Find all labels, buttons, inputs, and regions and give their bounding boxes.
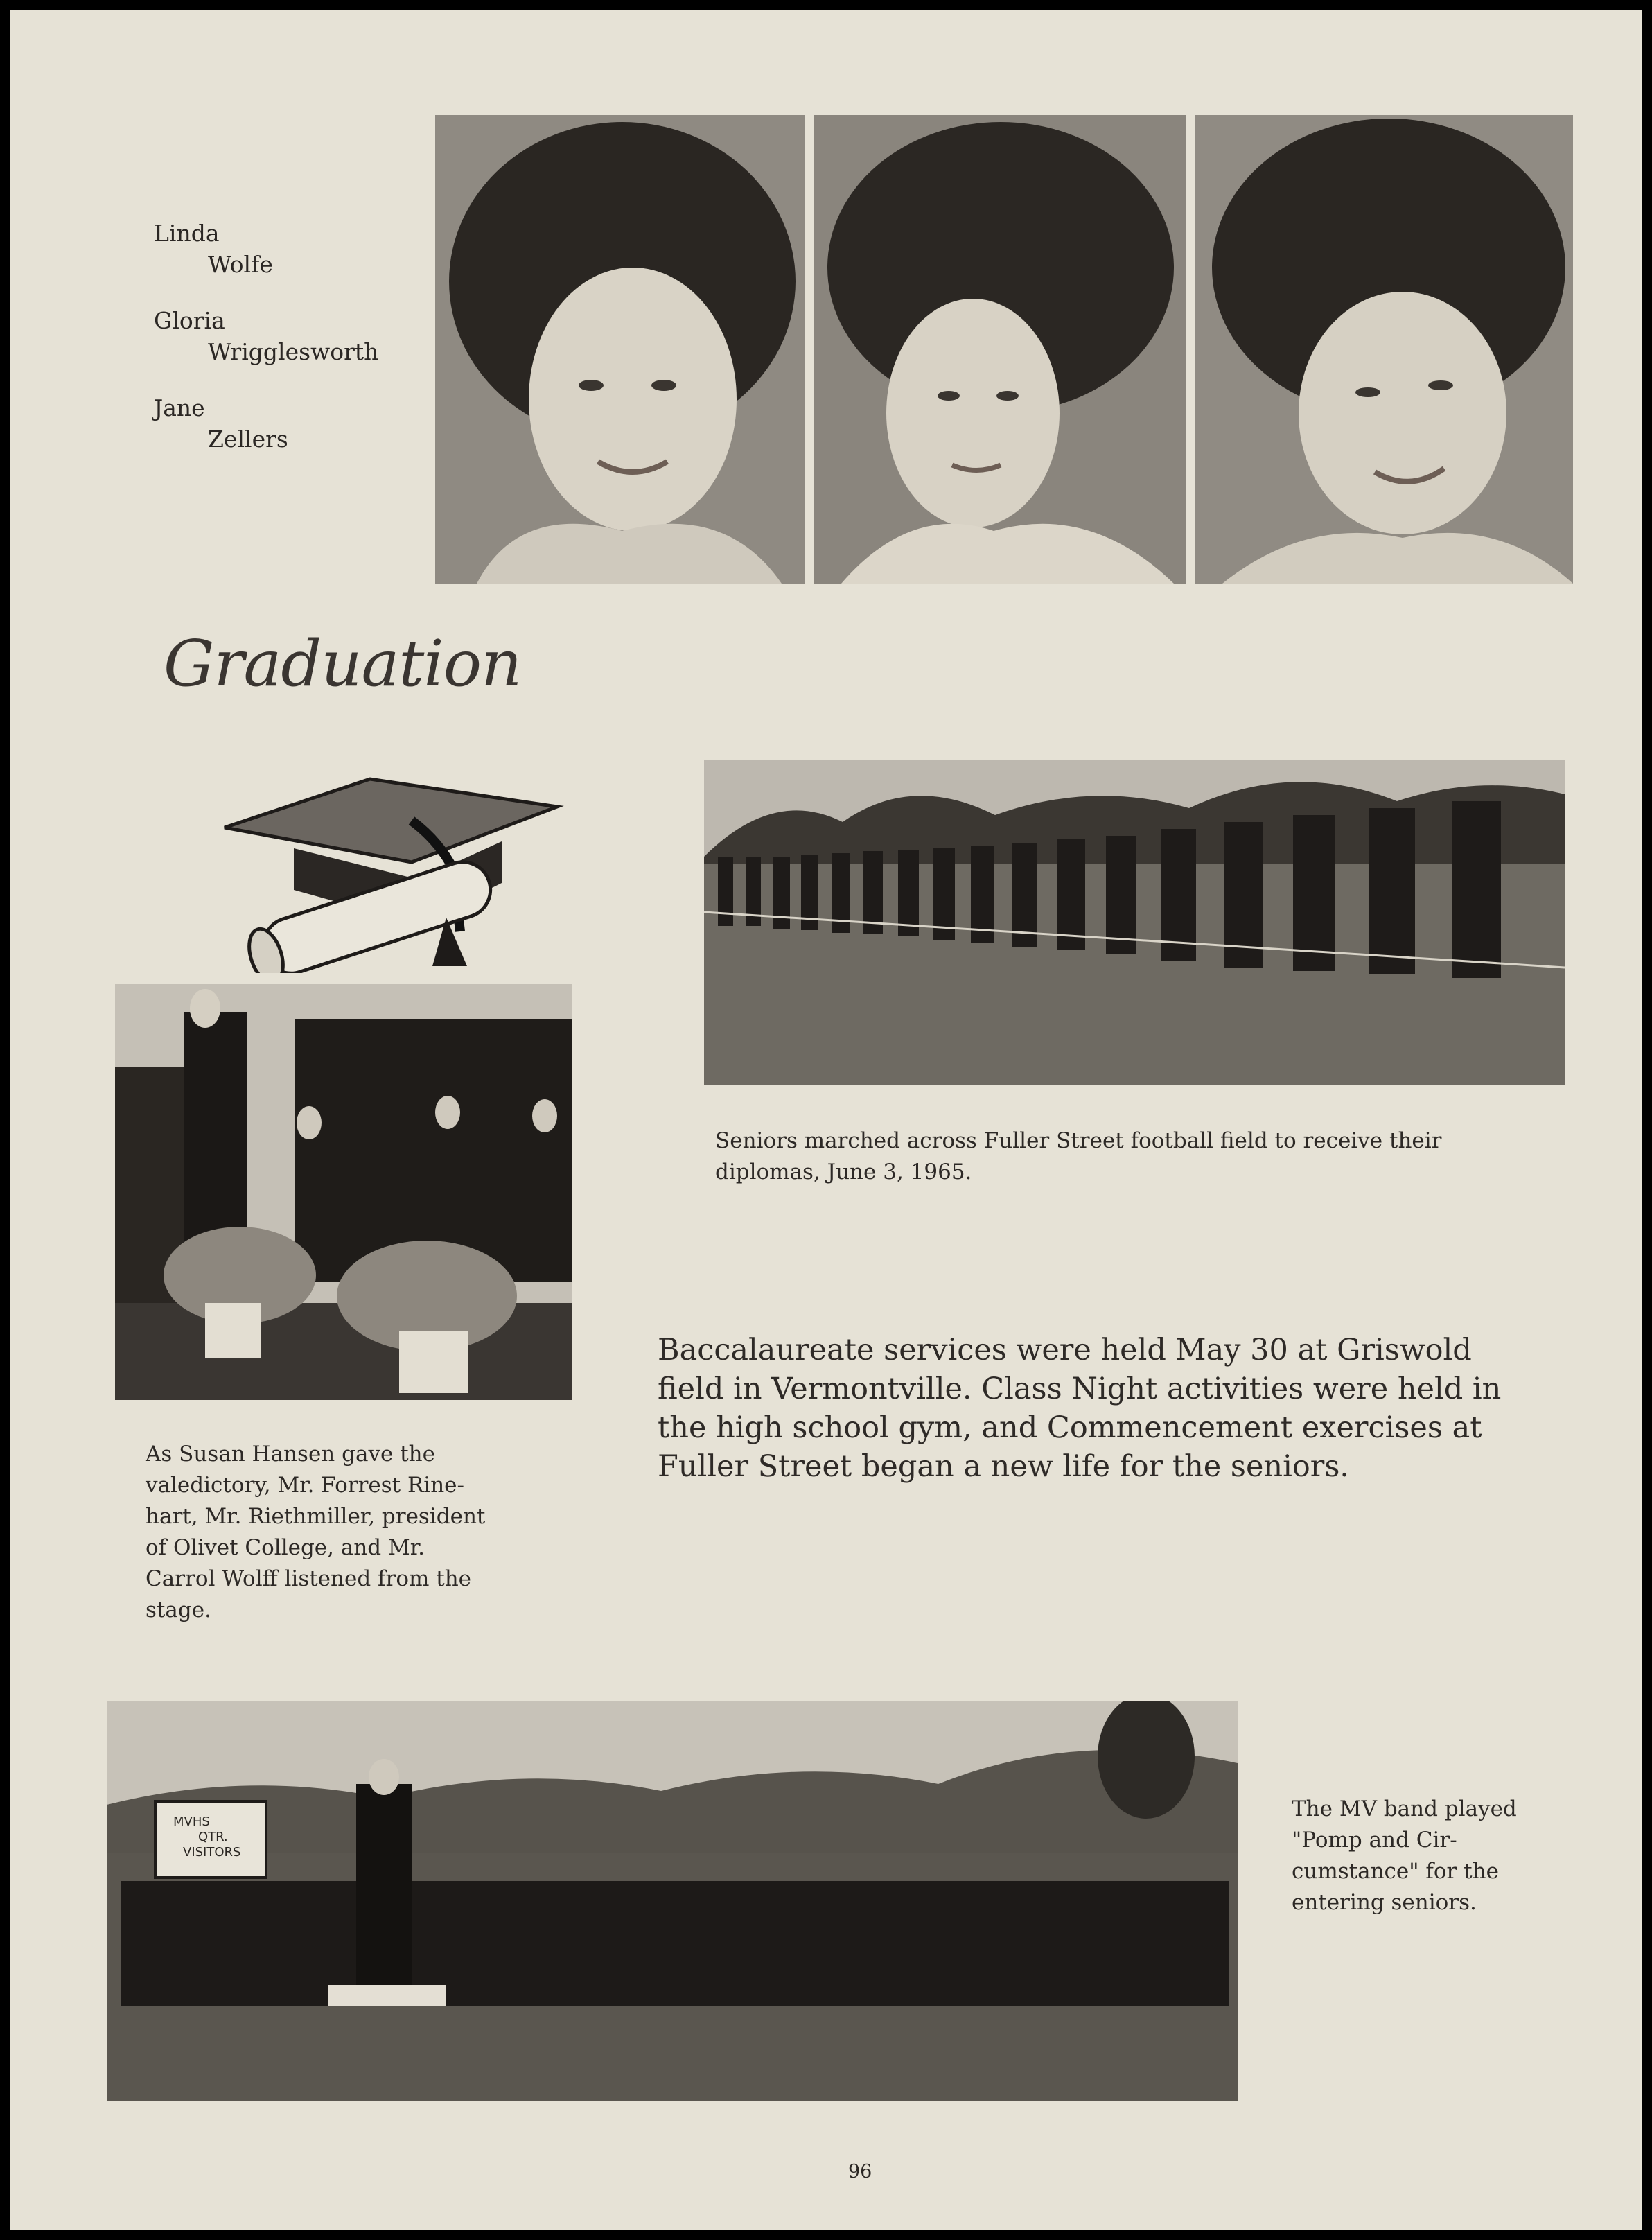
band-sign-line: MVHS <box>173 1814 210 1829</box>
name-first: Gloria <box>154 307 225 334</box>
band-caption: The MV band played "Pomp and Cir- cumstance" for the entering seniors. <box>1292 1796 1517 1915</box>
section-title: Graduation <box>164 627 522 701</box>
name-first: Linda <box>154 220 220 247</box>
band-sign <box>173 1814 277 1860</box>
graduation-cap-icon <box>211 744 571 973</box>
procession-caption: Seniors marched across Fuller Street football field to receive their diplomas, June 3, 1965. <box>715 1128 1442 1184</box>
valedictory-caption: As Susan Hansen gave the valedictory, Mr. Forrest Rine- hart, Mr. Riethmiller, president of Olivet College, and Mr. Carrol Wolff listened from the stage. <box>146 1442 486 1622</box>
name-last: Zellers <box>208 426 288 453</box>
graduation-summary: Baccalaureate services were held May 30 at Griswold field in Vermontville. Class Night activities were held in the high school gym, and Commencement exercises at Fuller Street began a new life for the seniors. <box>658 1333 1502 1484</box>
yearbook-page <box>10 10 1642 2230</box>
stage-photo <box>115 984 572 1400</box>
name-last: Wolfe <box>208 251 273 278</box>
portrait-photo <box>814 115 1186 584</box>
portrait-photo <box>435 115 805 584</box>
band-sign-line: VISITORS <box>183 1845 241 1860</box>
band-sign-line: QTR. <box>198 1830 228 1844</box>
portrait-names <box>154 218 378 480</box>
name-last: Wrigglesworth <box>208 338 379 365</box>
portrait-photo <box>1195 115 1573 584</box>
band-photo <box>107 1701 1238 2101</box>
procession-photo <box>704 760 1565 1085</box>
name-first: Jane <box>154 394 205 421</box>
page-number: 96 <box>848 2161 872 2182</box>
